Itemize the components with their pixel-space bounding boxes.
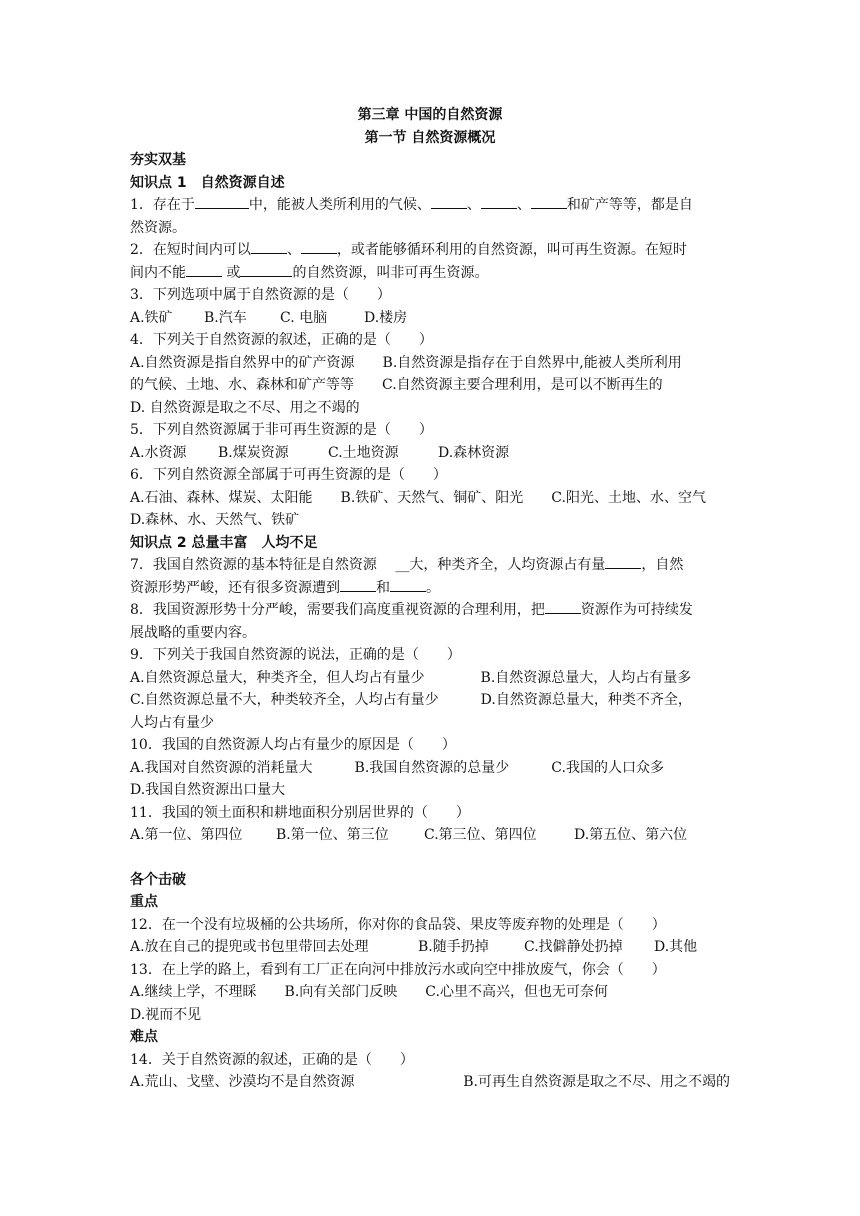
key-heading: 重点 [130,894,158,910]
question-11: 11．我国的领土面积和耕地面积分别居世界的（ ） [130,804,470,821]
section-spacer [130,847,730,869]
question-10-line-2: D.我国自然资源出口量大 [130,782,286,798]
question-4-line-1: A.自然资源是指自然界中的矿产资源 B.自然资源是指存在于自然界中,能被人类所利用 [130,354,682,371]
part2-heading: 各个击破 [130,871,186,888]
question-9-line-3: 人均占有量少 [130,714,214,731]
question-14: 14．关于自然资源的叙述，正确的是（ ） [130,1051,414,1068]
question-8-cont: 展战略的重要内容。 [130,624,256,641]
question-7-cont: 资源形势严峻，还有很多资源遭到 和 。 [130,577,730,600]
question-13-line-2: D.视而不见 [130,1006,202,1023]
question-1: 1．存在于 中，能被人类所利用的气候、 、 、 和矿产等等，都是自 [130,194,730,217]
question-13: 13．在上学的路上，看到有工厂正在向河中排放污水或向空中排放废气，你会（ ） [130,961,666,978]
question-9-line-1: A.自然资源总量大，种类齐全，但人均占有量少 B.自然资源总量大，人均占有量多 [130,669,692,686]
section-title: 第一节 自然资源概况 [364,129,496,146]
question-5: 5．下列自然资源属于非可再生资源的是（ ） [130,422,433,438]
question-10: 10．我国的自然资源人均占有量少的原因是（ ） [130,737,456,753]
part1-heading: 夯实双基 [130,152,186,168]
question-3-options: A.铁矿 B.汽车 C. 电脑 D.楼房 [130,309,408,326]
question-6: 6．下列自然资源全部属于可再生资源的是（ ） [130,467,447,483]
question-4: 4．下列关于自然资源的叙述，正确的是（ ） [130,332,433,348]
kp1-heading: 知识点 1 自然资源自述 [130,174,285,191]
question-11-options: A.第一位、第四位 B.第一位、第三位 C.第三位、第四位 D.第五位、第六位 [130,827,688,843]
question-4-line-3: D. 自然资源是取之不尽、用之不竭的 [130,399,360,416]
question-9-line-2: C.自然资源总量不大，种类较齐全，人均占有量少 D.自然资源总量大，种类不齐全， [130,692,692,708]
question-10-line-1: A.我国对自然资源的消耗量大 B.我国自然资源的总量少 C.我国的人口众多 [130,759,664,776]
question-12: 12．在一个没有垃圾桶的公共场所，你对你的食品袋、果皮等废弃物的处理是（ ） [130,916,666,933]
question-6-line-2: D.森林、水、天然气、铁矿 [130,512,300,528]
question-2-cont: 间内不能 或 的自然资源，叫非可再生资源。 [130,262,730,285]
question-2: 2．在短时间内可以 、 ，或者能够循环利用的自然资源，叫可再生资源。在短时 [130,239,730,262]
question-5-options: A.水资源 B.煤炭资源 C.土地资源 D.森林资源 [130,444,510,461]
question-4-line-2: 的气候、土地、水、森林和矿产等等 C.自然资源主要合理利用，是可以不断再生的 [130,377,663,393]
question-1-cont: 然资源。 [130,219,186,236]
question-8: 8．我国资源形势十分严峻，需要我们高度重视资源的合理利用，把 资源作为可持续发 [130,599,730,622]
hard-heading: 难点 [130,1029,158,1045]
kp2-heading: 知识点 2 总量丰富 人均不足 [130,534,318,551]
question-6-line-1: A.石油、森林、煤炭、太阳能 B.铁矿、天然气、铜矿、阳光 C.阳光、土地、水、空气 [130,489,706,506]
question-7: 7．我国自然资源的基本特征是自然资源 __大，种类齐全，人均资源占有量 ，自然 [130,554,730,577]
question-14-line-1: A.荒山、戈壁、沙漠均不是自然资源 B.可再生自然资源是取之不尽、用之不竭的 [130,1074,730,1090]
question-13-line-1: A.继续上学，不理睬 B.向有关部门反映 C.心里不高兴，但也无可奈何 [130,984,608,1000]
document-page [130,104,730,1094]
question-9: 9．下列关于我国自然资源的说法，正确的是（ ） [130,647,461,663]
chapter-title: 第三章 中国的自然资源 [357,107,503,123]
question-3: 3．下列选项中属于自然资源的是（ ） [130,287,391,303]
question-12-options: A.放在自己的提兜或书包里带回去处理 B.随手扔掉 C.找僻静处扔掉 D.其他 [130,939,698,955]
